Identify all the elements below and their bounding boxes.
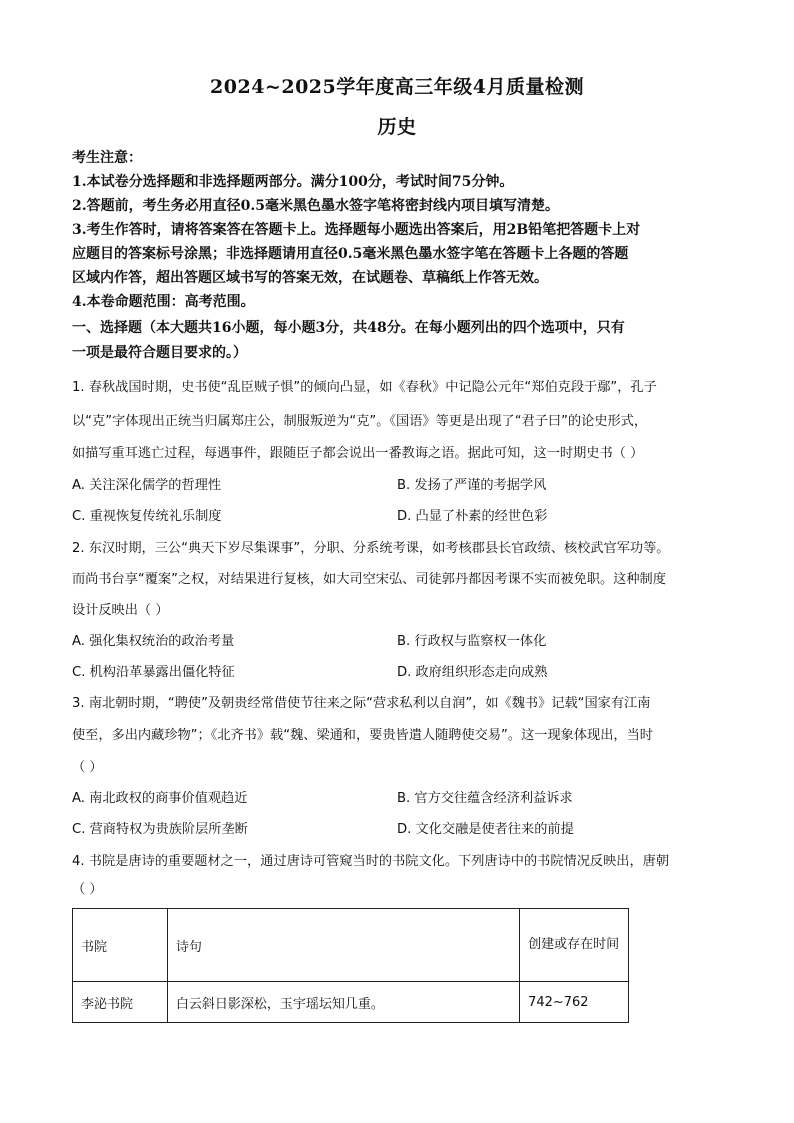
- table-header-academy: 书院: [73, 909, 168, 982]
- q3-stem-line-2: 使至，多出内藏珍物”；《北齐书》载“魏、梁通和，要贵皆遣人随聘使交易”。这一现象体现出，当时: [72, 728, 653, 743]
- notice-heading: 考生注意：: [72, 150, 142, 166]
- notice-item-2: 2.答题前，考生务必用直径0.5毫米黑色墨水签字笔将密封线内项目填写清楚。: [72, 198, 559, 214]
- notice-item-3-cont2: 区域内作答，超出答题区域书写的答案无效，在试题卷、草稿纸上作答无效。: [72, 270, 548, 286]
- q4-stem-line-1: 4. 书院是唐诗的重要题材之一，通过唐诗可管窥当时的书院文化。下列唐诗中的书院情况反映出，唐朝: [72, 854, 670, 869]
- table-row: [73, 982, 629, 1023]
- q2-stem-line-3: 设计反映出（ ）: [72, 603, 169, 618]
- section-heading: 一、选择题（本大题共16小题，每小题3分，共48分。在每小题列出的四个选项中，只有: [72, 320, 625, 336]
- q1-stem-line-2: 以“克”字体现出正统当归属郑庄公，制服叛逆为“克”。《国语》等更是出现了“君子曰”的论史形式，: [72, 414, 648, 429]
- notice-item-3-cont: 应题目的答案标号涂黑；非选择题请用直径0.5毫米黑色墨水签字笔在答题卡上各题的答题: [72, 246, 629, 262]
- table-header-row: [73, 909, 629, 982]
- academy-table: [72, 908, 629, 1023]
- q2-option-d[interactable]: D. 政府组织形态走向成熟: [397, 665, 548, 680]
- notice-item-3: 3.考生作答时，请将答案答在答题卡上。选择题每小题选出答案后，用2B铅笔把答题卡上对: [72, 222, 641, 238]
- q3-option-b[interactable]: B. 官方交往蕴含经济利益诉求: [397, 791, 573, 806]
- q1-stem-line-1: 1. 春秋战国时期，史书使“乱臣贼子惧”的倾向凸显，如《春秋》中记隐公元年“郑伯克段于鄢”，孔子: [72, 380, 657, 395]
- table-header-poem: 诗句: [167, 909, 519, 982]
- table-cell-time: 742~762: [520, 982, 629, 1023]
- q2-option-b[interactable]: B. 行政权与监察权一体化: [397, 634, 547, 649]
- q1-option-b[interactable]: B. 发扬了严谨的考据学风: [397, 478, 547, 493]
- table-header-time: 创建或存在时间: [520, 909, 629, 982]
- notice-item-4: 4.本卷命题范围：高考范围。: [72, 294, 255, 310]
- q1-option-d[interactable]: D. 凸显了朴素的经世色彩: [397, 509, 548, 524]
- q3-stem-line-1: 3. 南北朝时期，“聘使”及朝贵经常借使节往来之际“营求私利以自润”，如《魏书》记载“国家有江南: [72, 696, 651, 711]
- q3-option-d[interactable]: D. 文化交融是使者往来的前提: [397, 822, 574, 837]
- q2-stem-line-2: 而尚书台享“覆案”之权，对结果进行复核，如大司空宋弘、司徒郭丹都因考课不实而被免职。这种制度: [72, 572, 666, 587]
- exam-title: 2024~2025学年度高三年级4月质量检测: [210, 76, 584, 98]
- q2-option-a[interactable]: A. 强化集权统治的政治考量: [72, 634, 235, 649]
- q2-stem-line-1: 2. 东汉时期，三公“典天下岁尽集课事”，分职、分系统考课，如考核郡县长官政绩、核校武官军功等。: [72, 541, 670, 556]
- q1-option-a[interactable]: A. 关注深化儒学的哲理性: [72, 478, 222, 493]
- q2-option-c[interactable]: C. 机构沿革暴露出僵化特征: [72, 665, 235, 680]
- table-cell-academy: 李泌书院: [73, 982, 168, 1023]
- q3-option-c[interactable]: C. 营商特权为贵族阶层所垄断: [72, 822, 248, 837]
- table-cell-poem: 白云斜日影深松，玉宇瑶坛知几重。: [167, 982, 519, 1023]
- q1-option-c[interactable]: C. 重视恢复传统礼乐制度: [72, 509, 222, 524]
- q1-stem-line-3: 如描写重耳逃亡过程，每遇事件，跟随臣子都会说出一番教诲之语。据此可知，这一时期史书（ ）: [72, 446, 644, 461]
- q3-stem-line-3: （ ）: [72, 760, 103, 775]
- section-heading-cont: 一项是最符合题目要求的。）: [72, 345, 247, 361]
- notice-item-1: 1.本试卷分选择题和非选择题两部分。满分100分，考试时间75分钟。: [72, 174, 514, 190]
- q3-option-a[interactable]: A. 南北政权的商事价值观趋近: [72, 791, 248, 806]
- subject-title: 历史: [377, 116, 417, 138]
- q4-stem-line-2: （ ）: [72, 882, 103, 897]
